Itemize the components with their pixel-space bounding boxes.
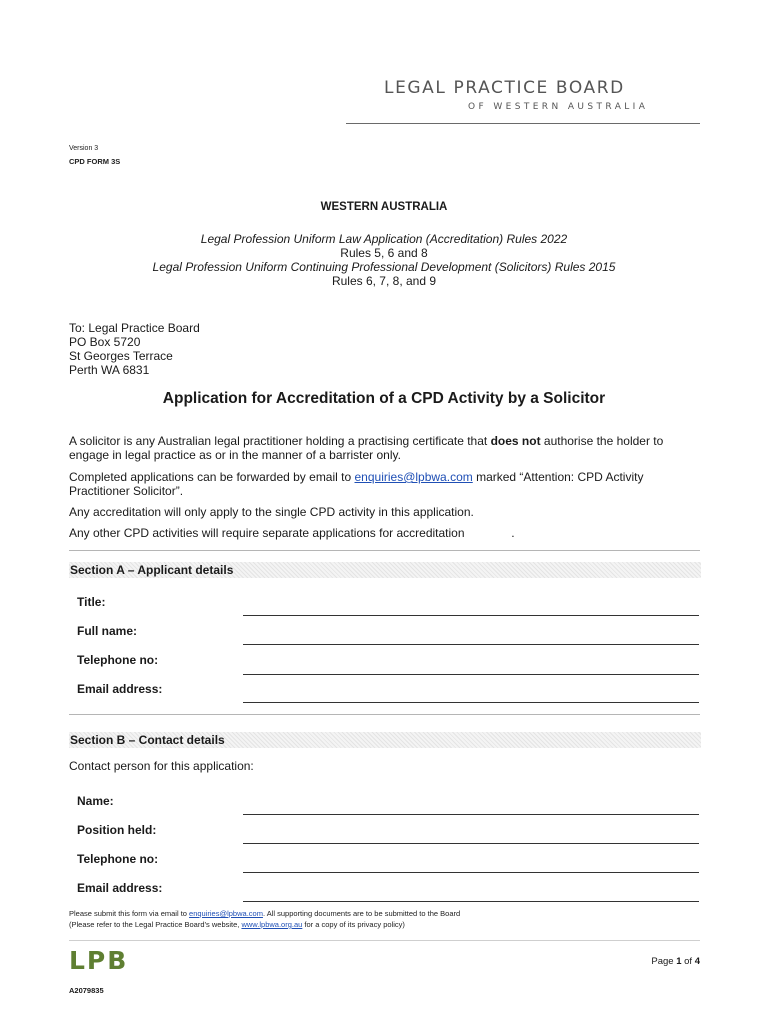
org-logo-subtitle: OF WESTERN AUSTRALIA: [468, 102, 649, 112]
full-name-label: Full name:: [77, 624, 138, 638]
rules-line-2: Rules 5, 6 and 8: [340, 246, 428, 260]
header-divider: [346, 123, 700, 124]
document-reference: A2079835: [69, 986, 104, 995]
page-total: 4: [694, 956, 700, 967]
page-number: [600, 956, 700, 967]
intro-p2-text-a: Completed applications can be forwarded by email to: [69, 470, 355, 484]
section-divider: [69, 550, 700, 551]
email-label: Email address:: [77, 682, 163, 696]
telephone-field[interactable]: [243, 674, 699, 675]
lpb-logo: LPB: [69, 946, 129, 975]
intro-p1-text-a: A solicitor is any Australian legal practitioner holding a practising certificate that: [69, 434, 491, 448]
position-held-field[interactable]: [243, 843, 699, 844]
section-a-title: Section A – Applicant details: [70, 563, 234, 577]
contact-email-field[interactable]: [243, 901, 699, 902]
org-logo-title: LEGAL PRACTICE BOARD: [384, 78, 625, 98]
contact-telephone-label: Telephone no:: [77, 852, 159, 866]
website-link[interactable]: www.lpbwa.org.au: [241, 920, 303, 929]
version-label: Version 3: [69, 145, 99, 152]
page-of: of: [681, 956, 695, 967]
intro-paragraph-4: Any other CPD activities will require separate applications for accreditation .: [69, 526, 515, 540]
footer-email-link[interactable]: enquiries@lpbwa.com: [189, 909, 263, 918]
intro-paragraph-3: Any accreditation will only apply to the single CPD activity in this application.: [69, 505, 474, 519]
page-label: Page: [651, 956, 677, 967]
footer-note-1: [69, 909, 460, 918]
address-street: St Georges Terrace: [69, 349, 173, 363]
full-name-field[interactable]: [243, 644, 699, 645]
address-po-box: PO Box 5720: [69, 335, 141, 349]
address-city: Perth WA 6831: [69, 363, 150, 377]
footer-note-1-a: Please submit this form via email to: [69, 909, 190, 918]
form-number: CPD FORM 3S: [69, 157, 121, 166]
rules-line-1: Legal Profession Uniform Law Application (Accreditation) Rules 2022: [200, 232, 568, 246]
telephone-label: Telephone no:: [77, 653, 159, 667]
footer-note-2-a: (Please refer to the Legal Practice Board’s website,: [69, 920, 242, 929]
contact-telephone-field[interactable]: [243, 872, 699, 873]
footer-note-1-b: . All supporting documents are to be submitted to the Board: [262, 909, 461, 918]
rules-line-3: Legal Profession Uniform Continuing Professional Development (Solicitors) Rules 2015: [152, 260, 616, 274]
title-label: Title:: [77, 595, 106, 609]
address-to: To: Legal Practice Board: [69, 321, 200, 335]
email-field[interactable]: [243, 702, 699, 703]
page-current: 1: [676, 956, 682, 967]
footer-note-2-b: for a copy of its privacy policy): [302, 920, 405, 929]
intro-paragraph-2: [69, 470, 703, 498]
footer-divider: [69, 940, 700, 941]
title-field[interactable]: [243, 615, 699, 616]
intro-p1-bold: does not: [490, 434, 541, 448]
intro-p1-text-b: authorise the holder to engage in legal practice as or in the manner of a barrister only.: [69, 434, 664, 462]
footer-note-2: [69, 920, 405, 929]
intro-p2-text-b: marked “Attention: CPD Activity Practitioner Solicitor”.: [69, 470, 644, 498]
contact-person-intro: Contact person for this application:: [69, 759, 254, 773]
contact-name-label: Name:: [77, 794, 114, 808]
rules-line-4: Rules 6, 7, 8, and 9: [331, 274, 437, 288]
jurisdiction-heading: WESTERN AUSTRALIA: [320, 201, 448, 213]
contact-name-field[interactable]: [243, 814, 699, 815]
position-held-label: Position held:: [77, 823, 157, 837]
section-divider: [69, 714, 700, 715]
intro-paragraph-1: [69, 434, 703, 462]
document-title: Application for Accreditation of a CPD Activity by a Solicitor: [162, 390, 606, 407]
enquiries-email-link[interactable]: enquiries@lpbwa.com: [354, 470, 473, 484]
contact-email-label: Email address:: [77, 881, 163, 895]
section-b-title: Section B – Contact details: [70, 733, 225, 747]
